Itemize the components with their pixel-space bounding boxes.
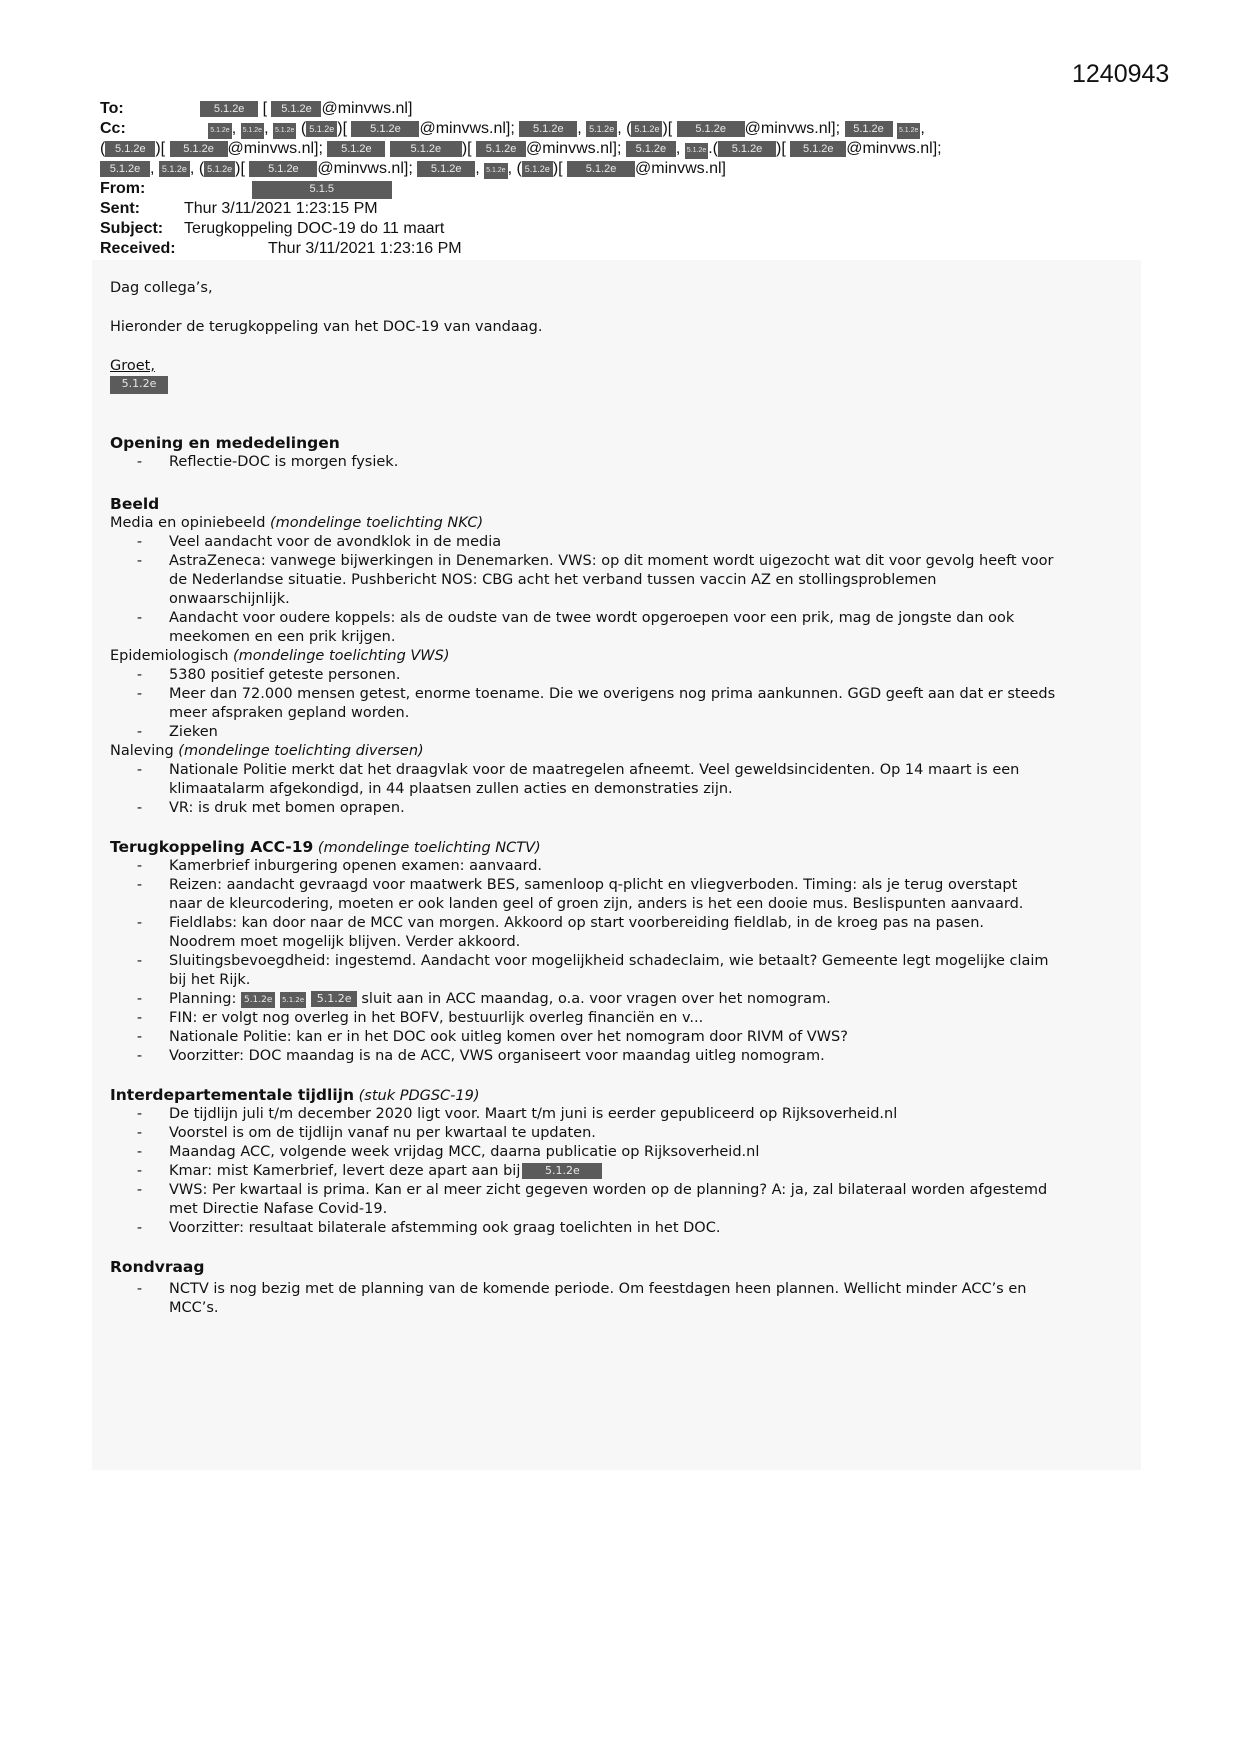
list-item: - Voorzitter: DOC maandag is na de ACC, VWS organiseert voor maandag uitleg nomogram. <box>136 1048 825 1064</box>
from-line <box>100 180 392 199</box>
redaction: 5.1.2e <box>519 121 577 137</box>
received-line <box>100 240 462 258</box>
redaction: 5.1.2e <box>170 141 228 157</box>
email-domain: @minvws.nl]; <box>744 120 841 137</box>
cc-label: Cc: <box>100 120 126 137</box>
section-title-rondvraag: Rondvraag <box>110 1258 205 1276</box>
list-item-continuation: klimaatalarm afgekondigd, in 44 plaatsen zullen acties en demonstraties zijn. <box>169 781 733 797</box>
redaction: 5.1.2e <box>522 161 553 177</box>
redaction: 5.1.2e <box>327 141 385 157</box>
redaction: 5.1.2e <box>484 163 507 179</box>
email-domain: @minvws.nl]; <box>846 140 942 157</box>
list-item: - NCTV is nog bezig met de planning van de komende periode. Om feestdagen heen plannen. Wellicht minder ACC’s en <box>136 1281 1027 1297</box>
email-domain: @minvws.nl]; <box>419 120 515 137</box>
list-item: - Veel aandacht voor de avondklok in de media <box>136 534 502 550</box>
list-item: - 5380 positief geteste personen. <box>136 667 401 683</box>
redaction: 5.1.2e <box>631 121 662 137</box>
list-item: - Reflectie-DOC is morgen fysiek. <box>136 454 399 470</box>
list-item: - Zieken <box>136 724 218 740</box>
section-title-acc: Terugkoppeling ACC-19 (mondelinge toelichting NCTV) <box>110 838 541 856</box>
list-item: - Fieldlabs: kan door naar de MCC van morgen. Akkoord op start voorbereiding fieldlab, in de kroeg pas na pasen. <box>136 915 985 931</box>
list-item: - VR: is druk met bomen oprapen. <box>136 800 405 816</box>
received-label: Received: <box>100 240 176 257</box>
to-label: To: <box>100 100 124 117</box>
redaction: 5.1.2e <box>586 121 617 137</box>
redaction: 5.1.2e <box>105 141 155 157</box>
email-domain: @minvws.nl]; <box>227 140 323 157</box>
list-item-continuation: de Nederlandse situatie. Pushbericht NOS: CBG acht het verband tussen vaccin AZ en stollingsproblemen <box>169 572 937 588</box>
list-item-continuation: naar de kleurcodering, moeten er ook landen geel of groen zijn, anders is het een dooie mus. Beslispunten aanvaard. <box>169 896 1024 912</box>
list-item-continuation: MCC’s. <box>169 1300 219 1316</box>
list-item: - Sluitingsbevoegdheid: ingestemd. Aandacht voor mogelijkheid schadeclaim, wie betaalt? Gemeente legt mogelijke claim <box>136 953 1049 969</box>
list-item: - Aandacht voor oudere koppels: als de oudste van de twee wordt opgeroepen voor een prik, mag de jongste dan ook <box>136 610 1015 626</box>
list-item: - Planning: 5.1.2e 5.1.2e 5.1.2e sluit aan in ACC maandag, o.a. voor vragen over het nomogram. <box>136 991 831 1007</box>
list-item: - Kmar: mist Kamerbrief, levert deze apart aan bij 5.1.2e <box>110 1162 602 1181</box>
from-label: From: <box>100 180 146 197</box>
redaction: 5.1.2e <box>677 121 745 137</box>
subject-label: Subject: <box>100 220 164 237</box>
redaction: 5.1.2e <box>351 121 419 137</box>
redaction: 5.1.2e <box>159 161 190 177</box>
greeting: Dag collega’s, <box>110 280 213 296</box>
redaction: 5.1.2e <box>200 101 258 117</box>
email-domain: @minvws.nl] <box>321 100 413 117</box>
list-item: - Voorstel is om de tijdlijn vanaf nu per kwartaal te updaten. <box>136 1125 596 1141</box>
redaction: 5.1.2e <box>280 992 306 1008</box>
list-item-continuation: onwaarschijnlijk. <box>169 591 290 607</box>
sent-line <box>100 200 378 218</box>
section-title-tijdlijn: Interdepartementale tijdlijn (stuk PDGSC-19) <box>110 1086 480 1104</box>
list-item: - Nationale Politie: kan er in het DOC ook uitleg komen over het nomogram door RIVM of VWS? <box>136 1029 848 1045</box>
to-line: To: 5.1.2e [ 5.1.2e @minvws.nl] <box>100 100 413 117</box>
subsection-epidemiologisch: Epidemiologisch (mondelinge toelichting VWS) <box>110 648 450 664</box>
signature <box>110 375 168 394</box>
sent-label: Sent: <box>100 200 140 217</box>
redaction: 5.1.2e <box>271 101 321 117</box>
redaction: 5.1.2e <box>626 141 676 157</box>
list-item: - Nationale Politie merkt dat het draagvlak voor de maatregelen afneemt. Veel geweldsincidenten. Op 14 maart is een <box>136 762 1020 778</box>
section-title-opening: Opening en mededelingen <box>110 434 340 452</box>
email-domain: @minvws.nl]; <box>526 140 622 157</box>
email-domain: @minvws.nl]; <box>317 160 413 177</box>
document-number: 1240943 <box>1072 60 1170 88</box>
list-item: - Voorzitter: resultaat bilaterale afstemming ook graag toelichten in het DOC. <box>136 1220 721 1236</box>
redaction: 5.1.2e <box>273 123 296 139</box>
list-item-continuation: meer afspraken gepland worden. <box>169 705 410 721</box>
list-item-continuation: Noodrem moet mogelijk blijven. Verder akkoord. <box>169 934 521 950</box>
redaction: 5.1.2e <box>306 121 337 137</box>
cc-line-2: ( 5.1.2e )[ 5.1.2e @minvws.nl]; 5.1.2e 5.1.2e )[ 5.1.2e @minvws.nl]; 5.1.2e , 5.1.2e .( 5.1.2e )[ 5.1.2e @minvws.nl]; <box>100 140 942 157</box>
redaction: 5.1.2e <box>522 1163 602 1179</box>
subject-value: Terugkoppeling DOC-19 do 11 maart <box>184 220 445 237</box>
subject-line <box>100 220 444 238</box>
list-item: - VWS: Per kwartaal is prima. Kan er al meer zicht gegeven worden op de planning? A: ja, zal bilateraal worden afgestemd <box>136 1182 1048 1198</box>
list-item: - Reizen: aandacht gevraagd voor maatwerk BES, samenloop q-plicht en vliegverboden. Timing: als je terug overstapt <box>136 877 1018 893</box>
closing: Groet, <box>110 358 155 374</box>
section-title-beeld: Beeld <box>110 495 160 513</box>
list-item: - AstraZeneca: vanwege bijwerkingen in Denemarken. VWS: op dit moment wordt uigezocht wat dit voor gevolg heeft voor <box>136 553 1054 569</box>
redaction: 5.1.2e <box>567 161 635 177</box>
cc-line-3: 5.1.2e , 5.1.2e , ( 5.1.2e )[ 5.1.2e @minvws.nl]; 5.1.2e , 5.1.2e , ( 5.1.2e )[ 5.1.2e @minvws.nl] <box>100 160 726 179</box>
cc-line-1: Cc: 5.1.2e , 5.1.2e , 5.1.2e ( 5.1.2e )[ 5.1.2e @minvws.nl]; 5.1.2e , 5.1.2e , ( 5.1.2e )[ 5.1.2e @minvws.nl]; 5.1.2e 5.1.2e , <box>100 120 925 137</box>
list-item-continuation: met Directie Nafase Covid-19. <box>169 1201 388 1217</box>
redaction: 5.1.2e <box>897 123 920 139</box>
redaction: 5.1.2e <box>110 376 168 394</box>
list-item: - FIN: er volgt nog overleg in het BOFV, bestuurlijk overleg financiën en v... <box>136 1010 704 1026</box>
redaction: 5.1.2e <box>241 123 264 139</box>
redaction: 5.1.2e <box>417 161 475 177</box>
redaction: 5.1.2e <box>311 991 357 1007</box>
list-item: - De tijdlijn juli t/m december 2020 ligt voor. Maart t/m juni is eerder gepubliceerd op Rijksoverheid.nl <box>136 1106 898 1122</box>
sent-value: Thur 3/11/2021 1:23:15 PM <box>184 200 378 217</box>
redaction: 5.1.2e <box>845 121 893 137</box>
subsection-media: Media en opiniebeeld (mondelinge toelichting NKC) <box>110 515 484 531</box>
received-value: Thur 3/11/2021 1:23:16 PM <box>268 240 462 257</box>
redaction: 5.1.2e <box>204 161 235 177</box>
redaction: 5.1.2e <box>249 161 317 177</box>
list-item: - Maandag ACC, volgende week vrijdag MCC, daarna publicatie op Rijksoverheid.nl <box>136 1144 760 1160</box>
redaction: 5.1.2e <box>208 123 231 139</box>
redaction: 5.1.5 <box>252 181 392 199</box>
subsection-naleving: Naleving (mondelinge toelichting diversen) <box>110 743 424 759</box>
redaction: 5.1.2e <box>790 141 846 157</box>
redaction: 5.1.2e <box>476 141 526 157</box>
redaction: 5.1.2e <box>241 992 275 1008</box>
list-item: - Meer dan 72.000 mensen getest, enorme toename. Die we overigens nog prima aankunnen. GGD geeft aan dat er steeds <box>136 686 1056 702</box>
redaction: 5.1.2e <box>100 161 150 177</box>
list-item: - Kamerbrief inburgering openen examen: aanvaard. <box>136 858 543 874</box>
redaction: 5.1.2e <box>685 143 708 159</box>
redaction: 5.1.2e <box>390 141 462 157</box>
intro: Hieronder de terugkoppeling van het DOC-19 van vandaag. <box>110 319 543 335</box>
email-domain: @minvws.nl] <box>635 160 726 177</box>
list-item-continuation: bij het Rijk. <box>169 972 251 988</box>
list-item-continuation: meekomen en een prik krijgen. <box>169 629 396 645</box>
redaction: 5.1.2e <box>718 141 776 157</box>
